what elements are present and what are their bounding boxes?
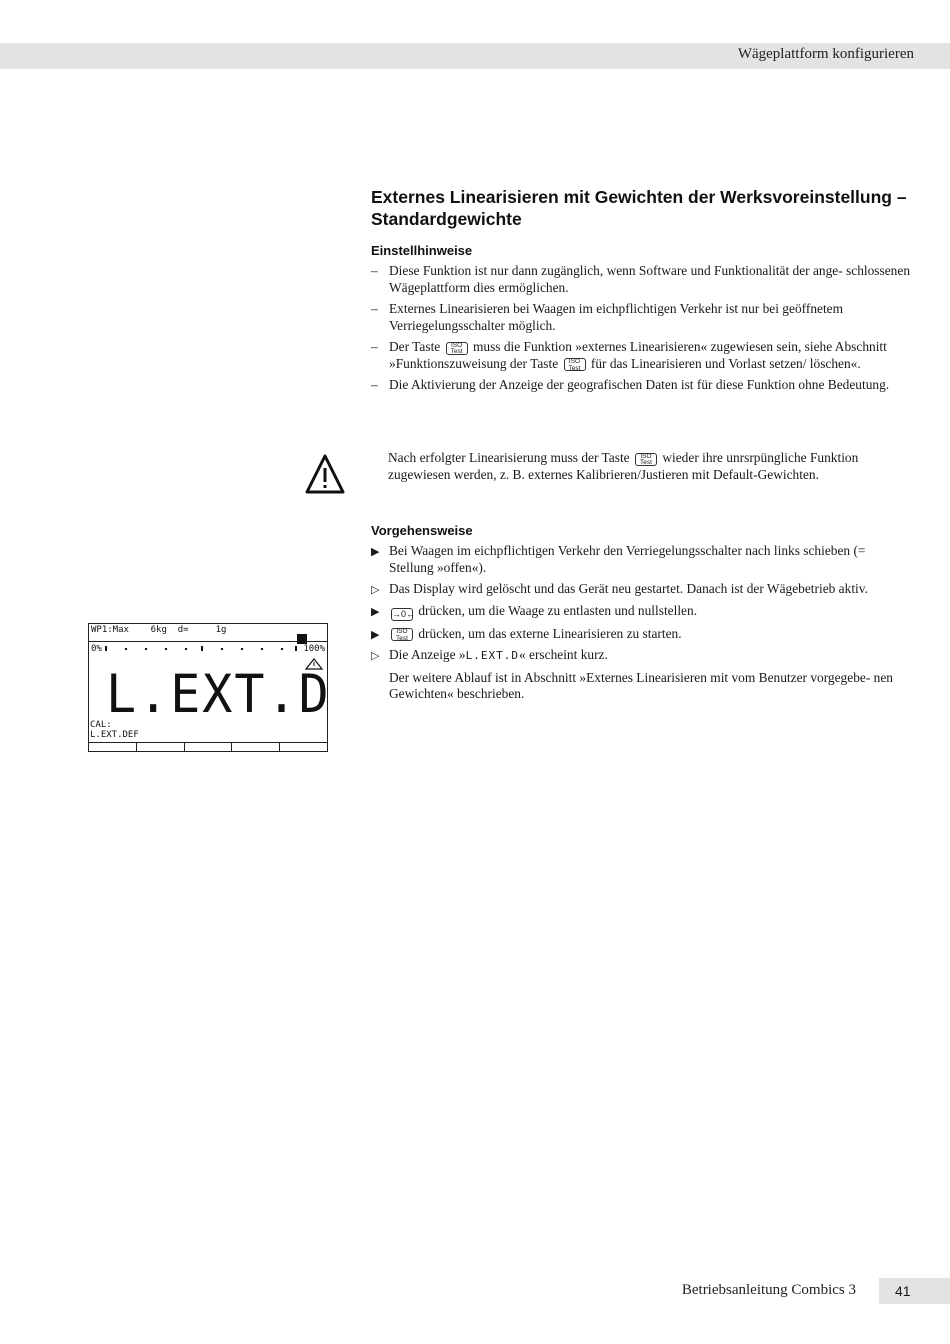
- warning-note: Nach erfolgter Linearisierung muss der Taste ISO Test wieder ihre unrsrpüngliche Funktion zugewiesen werden, z. B. externes Kalibrieren/Justieren mit Default-Gewichten.: [388, 450, 859, 482]
- list-item: ▶ Bei Waagen im eichpflichtigen Verkehr den Verriegelungsschalter nach links schieben (= Stellung »offen«).: [371, 543, 866, 575]
- iso-test-key-icon: ISO Test: [564, 358, 586, 371]
- list-item: – Die Aktivierung der Anzeige der geografischen Daten ist für diese Funktion ohne Bedeutung.: [371, 377, 890, 392]
- settings-list: [371, 263, 911, 399]
- result-arrow-icon: ▷: [371, 583, 380, 596]
- procedure-heading: Vorgehensweise: [371, 523, 473, 538]
- action-arrow-icon: ▶: [371, 604, 380, 618]
- lcd-cal-text: CAL: L.EXT.DEF: [90, 720, 139, 740]
- footer-title: Betriebsanleitung Combics 3: [681, 1282, 856, 1298]
- settings-heading: Einstellhinweise: [371, 243, 473, 258]
- procedure-list: [371, 543, 911, 703]
- action-arrow-icon: ▶: [371, 545, 380, 558]
- zero-key-icon: →0←: [392, 608, 416, 619]
- progress-scale: 0% 100%: [91, 644, 325, 654]
- list-item: – Externes Linearisieren bei Waagen im eichpflichtigen Verkehr ist nur bei geöffnetem Verriegelungsschalter möglich.: [371, 301, 844, 333]
- warning-triangle-icon: [305, 454, 345, 494]
- list-item: – Diese Funktion ist nur dann zugänglich, wenn Software und Funktionalität der ange- schlossenen Wägeplattform dies ermöglichen.: [371, 263, 911, 295]
- lcd-main-readout: L.EXT.D: [106, 663, 331, 725]
- page-number: 41: [879, 1278, 950, 1304]
- iso-test-key-icon: ISO Test: [446, 342, 468, 355]
- procedure-note: Der weitere Ablauf ist in Abschnitt »Externes Linearisieren mit vom Benutzer vorgegebe- nen Gewichten« beschrieben.: [389, 669, 893, 701]
- iso-test-key-icon: ISO Test: [635, 453, 657, 466]
- action-arrow-icon: ▶: [371, 627, 380, 641]
- list-item: ▷ Das Display wird gelöscht und das Gerät neu gestartet. Danach ist der Wägebetrieb aktiv.: [371, 581, 911, 598]
- list-item: – Der Taste ISO Test muss die Funktion »externes Linearisieren« zugewiesen sein, siehe Abschnitt »Funktionszuweisung der Taste ISO Test für das Linearisieren und Vorlast setzen/ löschen«.: [371, 339, 887, 372]
- header-band: [0, 43, 950, 69]
- list-item: ▷ Die Anzeige »L.EXT.D« erscheint kurz.: [371, 647, 911, 665]
- list-item: ▶ →0← drücken, um die Waage zu entlasten und nullstellen.: [371, 602, 698, 619]
- result-arrow-icon: ▷: [371, 649, 380, 662]
- iso-test-key-icon: ISO Test: [391, 628, 413, 641]
- list-item: ▶ ISO Test drücken, um das externe Linearisieren zu starten.: [371, 625, 682, 642]
- lcd-softkey-bar: [89, 742, 327, 751]
- lcd-display: WP1:Max 6kg d= 1g 0% 100% L.EXT.D CAL: L.EXT.DEF: [88, 623, 328, 752]
- section-title: Externes Linearisieren mit Gewichten der Werksvoreinstellung – Standardgewichte: [371, 187, 907, 229]
- running-header: Wägeplattform konfigurieren: [737, 46, 914, 62]
- lcd-status-icon: [297, 634, 307, 644]
